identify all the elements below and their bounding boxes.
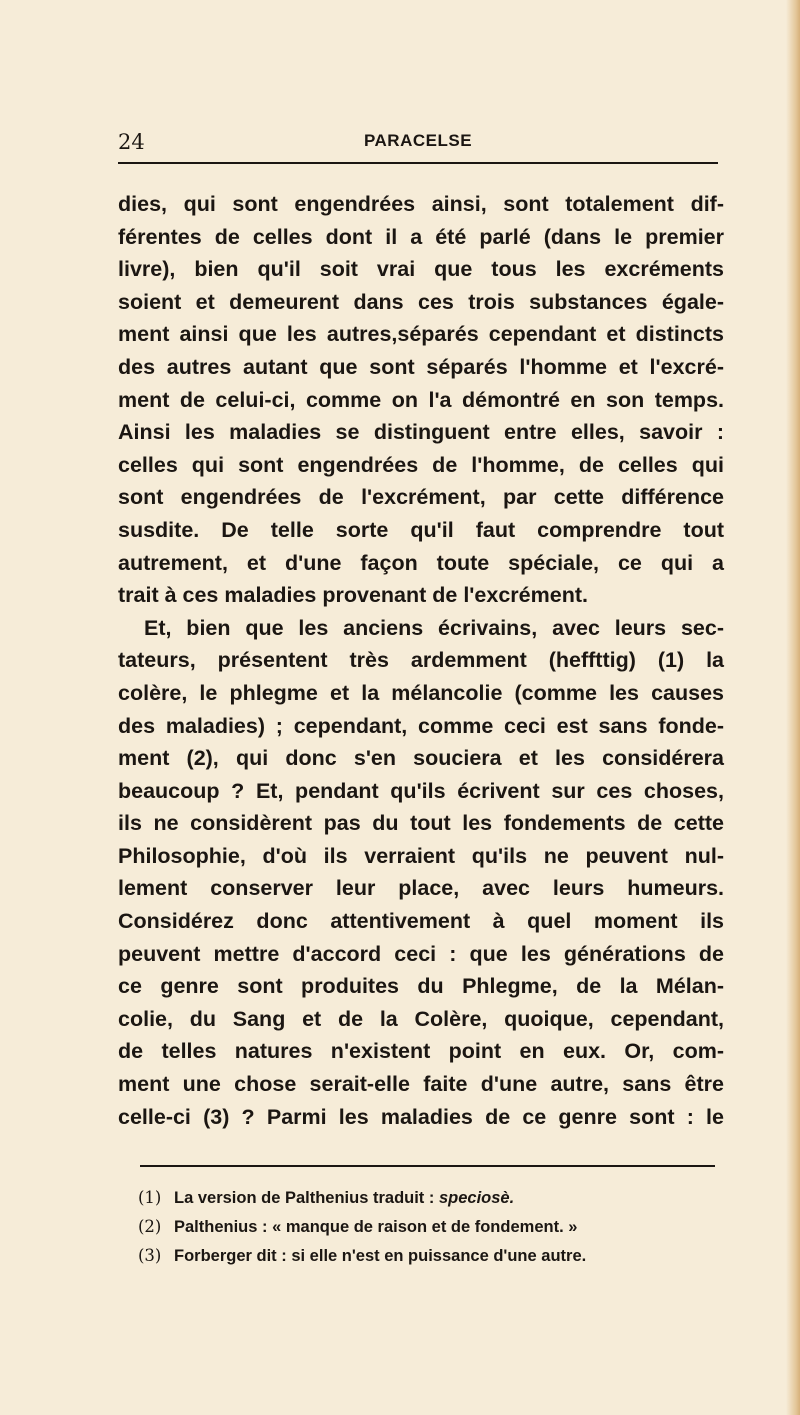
text-line: Ainsi les maladies se distinguent entre elles, savoir : <box>118 420 724 445</box>
text-line: susdite. De telle sorte qu'il faut comprendre tout <box>118 517 724 542</box>
text-line: ment ainsi que les autres,séparés cependant et distincts <box>118 322 724 347</box>
page-number: 24 <box>118 130 145 154</box>
text-line: Philosophie, d'où ils verraient qu'ils ne peuvent nul- <box>118 843 724 868</box>
footnote-text: Forberger dit : si elle n'est en puissance d'une autre. <box>174 1247 587 1265</box>
footnote-rule <box>140 1165 715 1167</box>
footnote-1 <box>138 1183 718 1212</box>
text-line: des maladies) ; cependant, comme ceci est sans fonde- <box>118 713 724 738</box>
text-line: ment (2), qui donc s'en souciera et les considérera <box>118 746 724 771</box>
page-edge-shadow <box>786 0 800 1415</box>
text-line: férentes de celles dont il a été parlé (dans le premier <box>118 224 724 249</box>
text-line: ment une chose serait-elle faite d'une autre, sans être <box>118 1072 724 1097</box>
text-line: colie, du Sang et de la Colère, quoique, cependant, <box>118 1006 724 1031</box>
text-line: lement conserver leur place, avec leurs humeurs. <box>118 876 724 901</box>
text-line: des autres autant que sont séparés l'homme et l'excré- <box>118 354 724 379</box>
footnote-number: (3) <box>138 1246 162 1265</box>
text-line-paragraph-end: trait à ces maladies provenant de l'excrément. <box>118 583 588 608</box>
text-line: soient et demeurent dans ces trois substances égale- <box>118 289 724 314</box>
footnote-number: (1) <box>138 1188 162 1207</box>
page-header <box>118 128 718 158</box>
text-line: ce genre sont produites du Phlegme, de la Mélan- <box>118 974 724 999</box>
text-line: tateurs, présentent très ardemment (heffttig) (1) la <box>118 648 724 673</box>
text-line: de telles natures n'existent point en eux. Or, com- <box>118 1039 724 1064</box>
text-line: celles qui sont engendrées de l'homme, de celles qui <box>118 452 724 477</box>
text-line: Considérez donc attentivement à quel moment ils <box>118 909 724 934</box>
text-line: colère, le phlegme et la mélancolie (comme les causes <box>118 680 724 705</box>
text-line: sont engendrées de l'excrément, par cette différence <box>118 485 724 510</box>
footnote-number: (2) <box>138 1217 162 1236</box>
footnote-emphasis: speciosè. <box>438 1189 515 1207</box>
header-rule <box>118 162 718 164</box>
footnote-3 <box>138 1241 718 1270</box>
text-line: autrement, et d'une façon toute spéciale, ce qui a <box>118 550 724 575</box>
text-line: beaucoup ? Et, pendant qu'ils écrivent sur ces choses, <box>118 778 724 803</box>
text-line-paragraph-start: Et, bien que les anciens écrivains, avec leurs sec- <box>144 615 724 640</box>
running-title: PARACELSE <box>363 131 473 150</box>
text-line: peuvent mettre d'accord ceci : que les générations de <box>118 941 724 966</box>
footnote-text: La version de Palthenius traduit : <box>174 1189 439 1207</box>
footnote-2 <box>138 1212 718 1241</box>
text-line: celle-ci (3) ? Parmi les maladies de ce genre sont : le <box>118 1104 724 1129</box>
footnote-text: Palthenius : « manque de raison et de fondement. » <box>174 1218 578 1236</box>
text-line: ils ne considèrent pas du tout les fondements de cette <box>118 811 724 836</box>
text-line: dies, qui sont engendrées ainsi, sont totalement dif- <box>118 192 724 216</box>
body-text <box>118 188 724 1133</box>
text-line: ment de celui-ci, comme on l'a démontré en son temps. <box>118 387 724 412</box>
footnotes <box>138 1183 718 1270</box>
text-line: livre), bien qu'il soit vrai que tous les excréments <box>118 257 724 282</box>
